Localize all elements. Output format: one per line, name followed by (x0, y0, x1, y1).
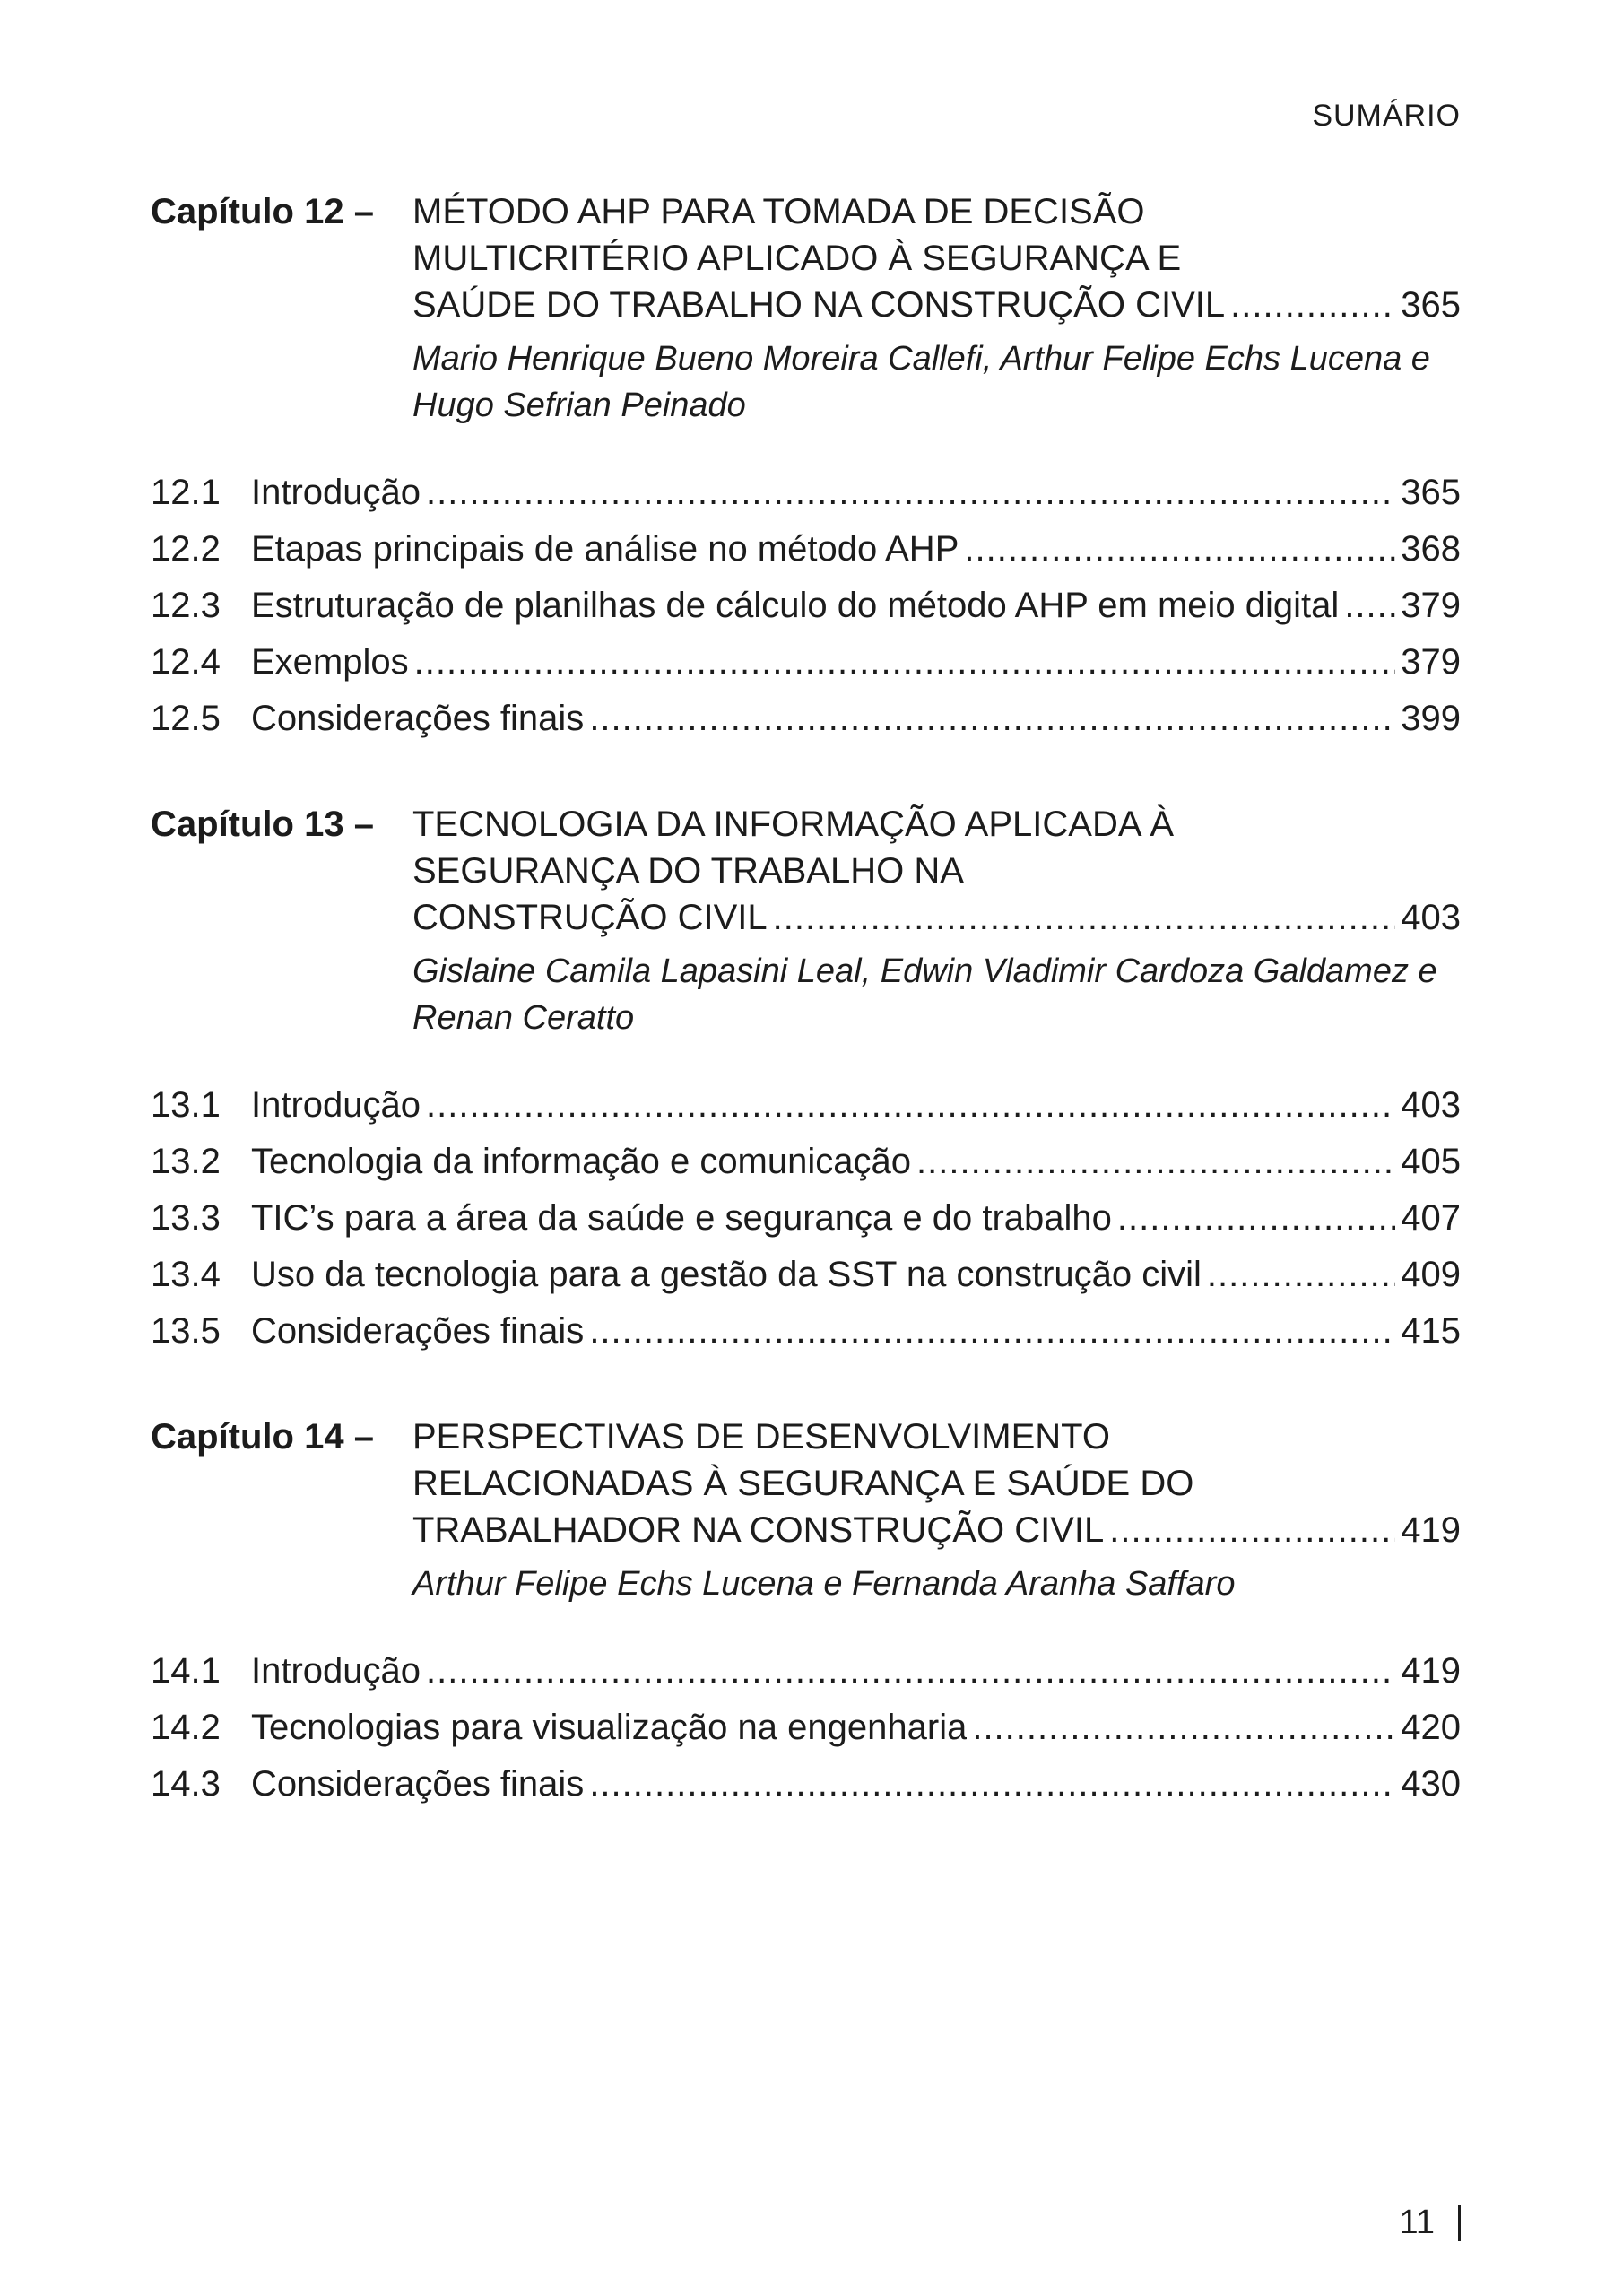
dot-leader (964, 521, 1395, 578)
section-page-number: 368 (1401, 529, 1461, 569)
section-entry[interactable] (151, 465, 1461, 521)
chapter-page-number: 365 (1401, 285, 1461, 325)
section-title: Uso da tecnologia para a gestão da SST na construção civil (251, 1255, 1202, 1294)
chapter-body (412, 188, 1461, 429)
chapter-title-line: SAÚDE DO TRABALHO NA CONSTRUÇÃO CIVIL (412, 285, 1226, 325)
section-page-number: 405 (1401, 1142, 1461, 1181)
running-header: SUMÁRIO (1312, 99, 1461, 133)
chapter-title-line: CONSTRUÇÃO CIVIL (412, 898, 768, 937)
section-number: 12.3 (151, 586, 221, 625)
chapter-title-line: RELACIONADAS À SEGURANÇA E SAÚDE DO (412, 1464, 1194, 1503)
chapter-authors: Mario Henrique Bueno Moreira Callefi, Arthur Felipe Echs Lucena e Hugo Sefrian Peinado (412, 340, 1430, 424)
chapter-page-number: 419 (1401, 1510, 1461, 1550)
chapter-heading (151, 801, 1461, 1041)
section-entry[interactable] (151, 634, 1461, 691)
section-page-number: 399 (1401, 699, 1461, 738)
chapter-title-line: TRABALHADOR NA CONSTRUÇÃO CIVIL (412, 1510, 1105, 1550)
section-page-number: 415 (1401, 1311, 1461, 1351)
chapter-title-line: PERSPECTIVAS DE DESENVOLVIMENTO (412, 1417, 1110, 1457)
section-title: Tecnologia da informação e comunicação (251, 1142, 911, 1181)
section-entry[interactable] (151, 691, 1461, 747)
dot-leader (1109, 1507, 1395, 1553)
page-number: 11 (1399, 2204, 1435, 2241)
dot-leader (1344, 578, 1395, 634)
page-footer (1400, 2204, 1461, 2242)
chapter-title-entry[interactable] (412, 282, 1461, 328)
section-entry[interactable] (151, 1643, 1461, 1700)
dot-leader (1117, 1190, 1395, 1247)
chapter-12 (151, 188, 1461, 747)
section-page-number: 365 (1401, 473, 1461, 512)
section-page-number: 420 (1401, 1708, 1461, 1747)
dot-leader (426, 465, 1395, 521)
section-title: Considerações finais (251, 1311, 585, 1351)
section-entry[interactable] (151, 521, 1461, 578)
section-page-number: 379 (1401, 642, 1461, 682)
dot-leader (773, 894, 1396, 941)
chapter-heading (151, 188, 1461, 429)
section-title: Considerações finais (251, 1764, 585, 1804)
dot-leader (1207, 1247, 1395, 1303)
chapter-body (412, 801, 1461, 1041)
chapter-label: Capítulo 14 – (151, 1417, 374, 1457)
section-page-number: 430 (1401, 1764, 1461, 1804)
section-page-number: 379 (1401, 586, 1461, 625)
section-entry[interactable] (151, 1247, 1461, 1303)
chapter-authors: Gislaine Camila Lapasini Leal, Edwin Vladimir Cardoza Galdamez e Renan Ceratto (412, 952, 1437, 1037)
chapter-label: Capítulo 13 – (151, 804, 374, 844)
section-title: Introdução (251, 1651, 421, 1691)
chapter-title-line: MULTICRITÉRIO APLICADO À SEGURANÇA E (412, 239, 1182, 278)
section-number: 13.2 (151, 1142, 221, 1181)
section-title: Tecnologias para visualização na engenharia (251, 1708, 968, 1747)
section-title: Exemplos (251, 642, 409, 682)
dot-leader (589, 1303, 1395, 1360)
section-number: 13.4 (151, 1255, 221, 1294)
dot-leader (916, 1134, 1395, 1190)
section-number: 13.5 (151, 1311, 221, 1351)
section-number: 14.3 (151, 1764, 221, 1804)
chapter-title-line: TECNOLOGIA DA INFORMAÇÃO APLICADA À (412, 804, 1175, 844)
section-number: 13.3 (151, 1198, 221, 1238)
section-entry[interactable] (151, 1303, 1461, 1360)
chapter-title-line: MÉTODO AHP PARA TOMADA DE DECISÃO (412, 192, 1145, 231)
section-page-number: 409 (1401, 1255, 1461, 1294)
chapter-authors: Arthur Felipe Echs Lucena e Fernanda Aranha Saffaro (412, 1565, 1236, 1603)
dot-leader (426, 1077, 1395, 1134)
chapter-title-entry[interactable] (412, 1507, 1461, 1553)
footer-divider (1458, 2205, 1461, 2241)
section-title: Introdução (251, 473, 421, 512)
section-title: Considerações finais (251, 699, 585, 738)
section-number: 12.2 (151, 529, 221, 569)
section-entry[interactable] (151, 1756, 1461, 1813)
section-page-number: 403 (1401, 1085, 1461, 1125)
section-entry[interactable] (151, 578, 1461, 634)
chapter-label: Capítulo 12 – (151, 192, 374, 231)
section-entry[interactable] (151, 1190, 1461, 1247)
section-list (151, 1077, 1461, 1360)
dot-leader (972, 1700, 1395, 1756)
section-number: 12.1 (151, 473, 221, 512)
section-title: Estruturação de planilhas de cálculo do método AHP em meio digital (251, 586, 1340, 625)
chapter-page-number: 403 (1401, 898, 1461, 937)
table-of-contents (151, 188, 1461, 1866)
section-page-number: 407 (1401, 1198, 1461, 1238)
dot-leader (414, 634, 1396, 691)
section-title: TIC’s para a área da saúde e segurança e do trabalho (251, 1198, 1112, 1238)
chapter-body (412, 1413, 1461, 1607)
chapter-14 (151, 1413, 1461, 1813)
section-page-number: 419 (1401, 1651, 1461, 1691)
section-entry[interactable] (151, 1134, 1461, 1190)
section-list (151, 465, 1461, 747)
section-list (151, 1643, 1461, 1813)
chapter-title-entry[interactable] (412, 894, 1461, 941)
section-number: 12.5 (151, 699, 221, 738)
dot-leader (589, 691, 1395, 747)
section-number: 14.2 (151, 1708, 221, 1747)
section-title: Etapas principais de análise no método AHP (251, 529, 959, 569)
dot-leader (1230, 282, 1395, 328)
chapter-13 (151, 801, 1461, 1360)
section-number: 13.1 (151, 1085, 221, 1125)
section-number: 12.4 (151, 642, 221, 682)
section-entry[interactable] (151, 1700, 1461, 1756)
chapter-title-line: SEGURANÇA DO TRABALHO NA (412, 851, 964, 891)
dot-leader (426, 1643, 1395, 1700)
dot-leader (589, 1756, 1395, 1813)
chapter-heading (151, 1413, 1461, 1607)
section-title: Introdução (251, 1085, 421, 1125)
section-number: 14.1 (151, 1651, 221, 1691)
section-entry[interactable] (151, 1077, 1461, 1134)
